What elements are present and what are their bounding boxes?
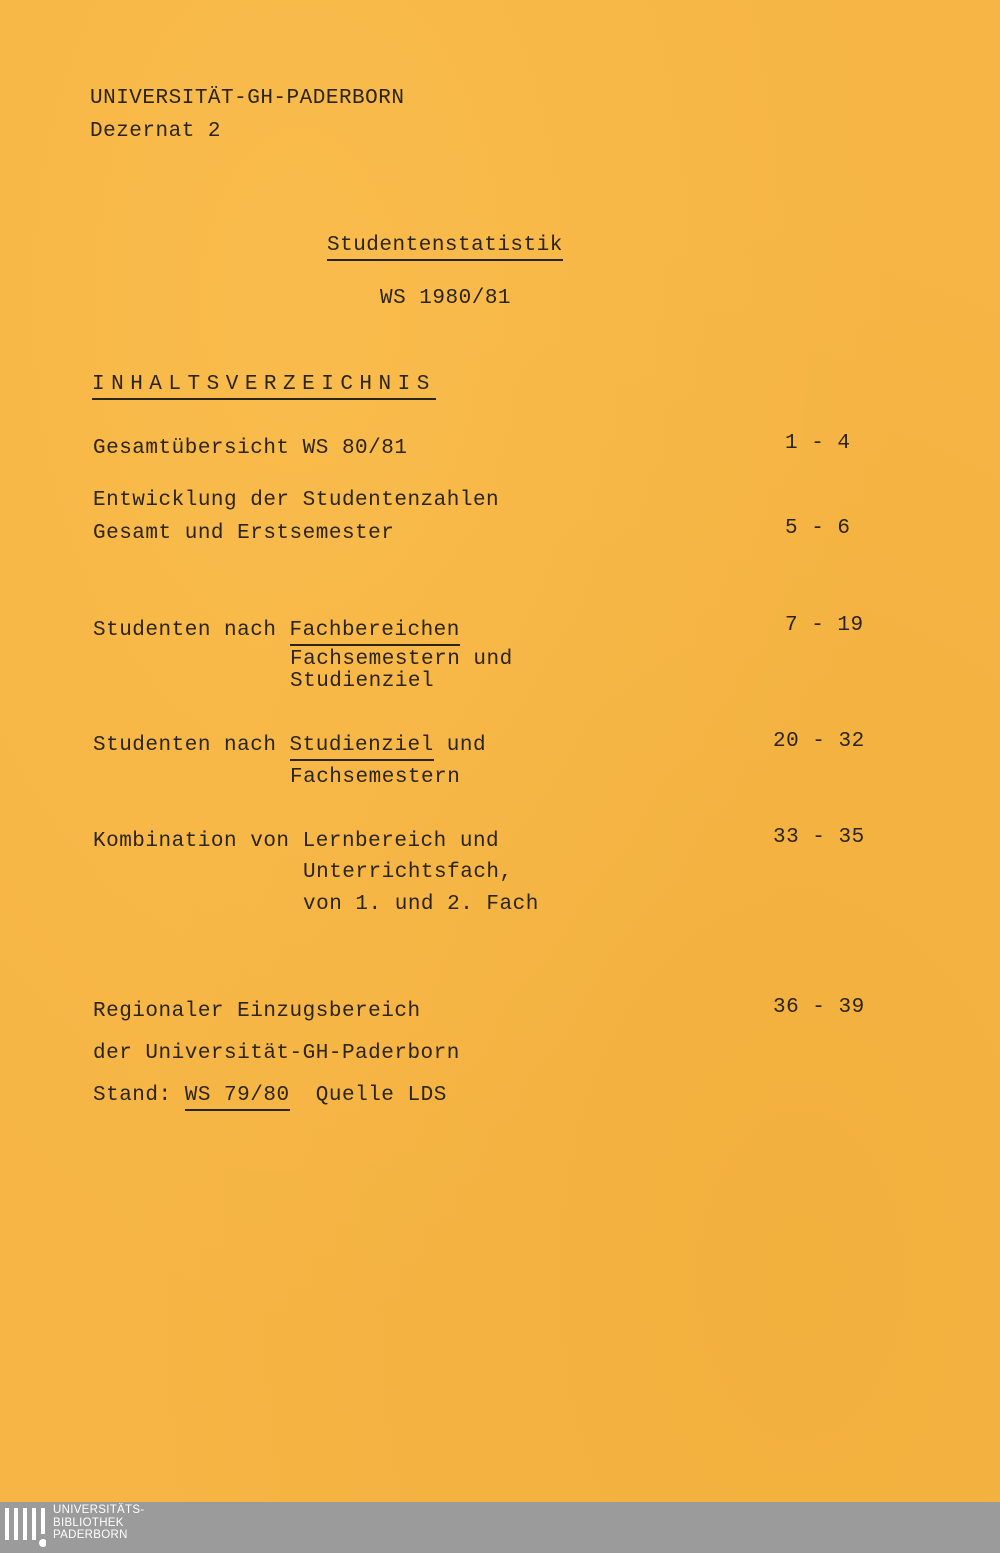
document-title [327,235,563,256]
toc-entry-6-line-1: Regionaler Einzugsbereich [93,1000,421,1023]
toc-entry-6-line-3 [93,1085,447,1106]
toc-entry-2-pages: 5 - 6 [785,517,851,540]
toc-entry-4-line-1 [93,735,486,756]
toc-entry-3-line-2: Fachsemestern und [290,648,513,671]
toc-entry-4-prefix: Studenten nach [93,734,277,757]
toc-entry-1-line-1: Gesamtübersicht WS 80/81 [93,437,408,460]
toc-entry-1-pages: 1 - 4 [785,432,851,455]
toc-entry-3-prefix: Studenten nach [93,619,277,642]
toc-entry-5-line-3: von 1. und 2. Fach [303,893,539,916]
library-logo-text [53,1504,144,1542]
toc-entry-3-line-3: Studienziel [290,670,435,693]
toc-entry-4-pages: 20 - 32 [773,730,865,753]
toc-entry-4-keyword: Studienziel [290,734,434,761]
toc-entry-5-pages: 33 - 35 [773,826,865,849]
document-title-text: Studentenstatistik [327,234,563,261]
toc-entry-6-stand-value: WS 79/80 [185,1084,290,1111]
toc-heading-text: INHALTSVERZEICHNIS [92,373,436,400]
toc-entry-4-suffix: und [446,734,487,757]
toc-heading [92,374,436,395]
library-logo-icon [4,1508,46,1548]
toc-entry-3-keyword: Fachbereichen [290,619,460,646]
semester-label: WS 1980/81 [380,287,512,310]
toc-entry-2-line-1: Entwicklung der Studentenzahlen [93,489,500,512]
library-logo-line-2: BIBLIOTHEK [53,1516,124,1529]
toc-entry-5-line-1: Kombination von Lernbereich und [93,830,500,853]
library-footer-bar [0,1502,1000,1553]
toc-entry-2-line-2: Gesamt und Erstsemester [93,522,395,545]
toc-entry-3-pages: 7 - 19 [785,614,864,637]
toc-entry-6-source: Quelle LDS [315,1084,447,1107]
toc-entry-6-line-2: der Universität-GH-Paderborn [93,1042,460,1065]
library-logo-line-1: UNIVERSITÄTS- [53,1504,145,1516]
toc-entry-6-stand-label: Stand: [93,1084,172,1107]
institution-name: UNIVERSITÄT-GH-PADERBORN [90,87,405,110]
toc-entry-3-line-1 [93,620,460,641]
toc-entry-6-pages: 36 - 39 [773,996,865,1019]
department-name: Dezernat 2 [90,120,222,143]
toc-entry-5-line-2: Unterrichtsfach, [303,861,513,884]
library-logo-line-3: PADERBORN [53,1529,128,1541]
toc-entry-4-line-2: Fachsemestern [290,766,461,789]
